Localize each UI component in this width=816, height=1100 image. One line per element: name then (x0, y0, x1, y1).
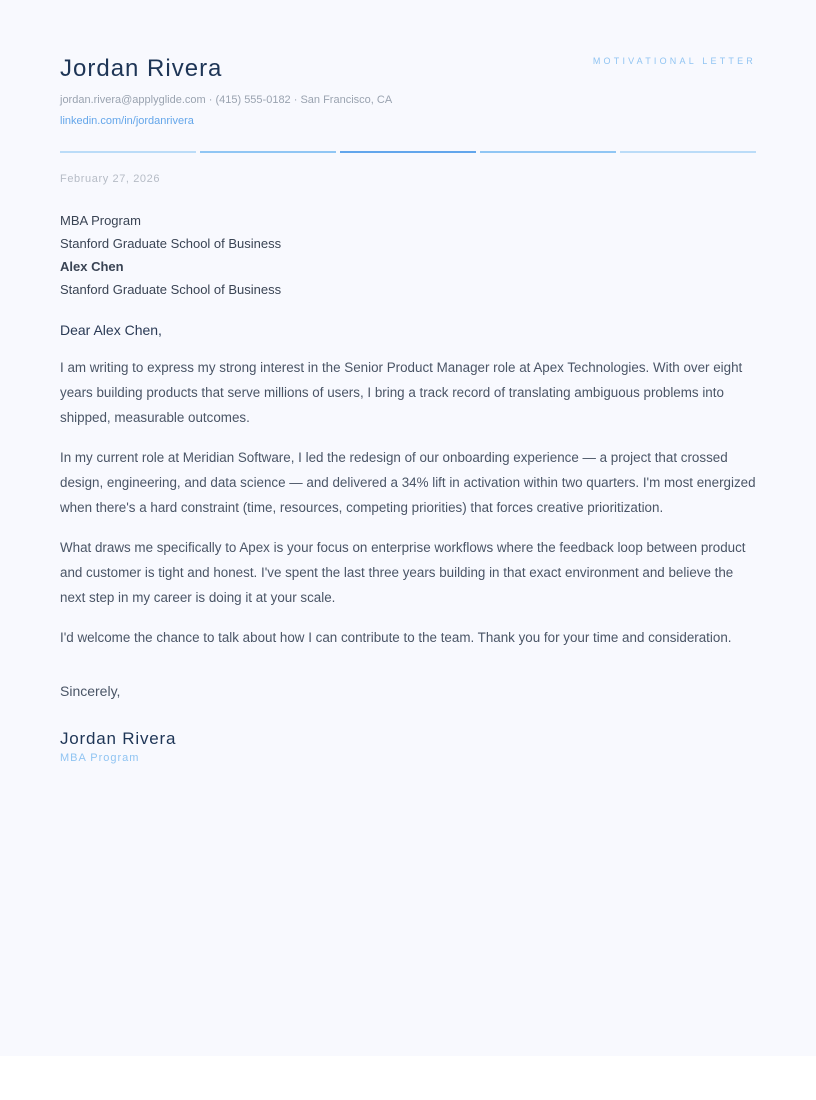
divider-segment (620, 151, 756, 153)
letter-body (60, 355, 760, 665)
closing: Sincerely, (60, 683, 121, 699)
recipient-line: MBA Program (60, 213, 141, 228)
body-paragraph: In my current role at Meridian Software, I led the redesign of our onboarding experience — a project that crossed design, engineering, and data science — and delivered a 34% lift in activation within two quarters. I'm most energized when there's a hard constraint (time, resources, competing priorities) that forces creative prioritization. (60, 450, 756, 515)
header-divider (60, 150, 756, 153)
divider-segment (340, 151, 476, 153)
divider-segment (480, 151, 616, 153)
signature-name: Jordan Rivera (60, 729, 177, 748)
letter-date: February 27, 2026 (60, 173, 161, 185)
body-paragraph: What draws me specifically to Apex is your focus on enterprise workflows where the feedback loop between product and customer is tight and honest. I've spent the last three years building in that exact environment and believe the next step in my career is doing it at your scale. (60, 540, 746, 605)
recipient-block (60, 209, 281, 301)
body-paragraph: I am writing to express my strong interest in the Senior Product Manager role at Apex Technologies. With over eight years building products that serve millions of users, I bring a track record of translating ambiguous problems into shipped, measurable outcomes. (60, 360, 743, 425)
contact-line: jordan.rivera@applyglide.com · (415) 555-0182 · San Francisco, CA (60, 94, 393, 106)
salutation: Dear Alex Chen, (60, 322, 162, 338)
recipient-line: Stanford Graduate School of Business (60, 282, 282, 297)
signature-title: MBA Program (60, 752, 140, 764)
applicant-name: Jordan Rivera (60, 55, 223, 82)
linkedin-link[interactable]: linkedin.com/in/jordanrivera (60, 115, 194, 127)
body-paragraph: I'd welcome the chance to talk about how I can contribute to the team. Thank you for your time and consideration. (60, 630, 732, 645)
document-type-label: MOTIVATIONAL LETTER (592, 56, 756, 66)
recipient-contact-name: Alex Chen (60, 259, 124, 274)
divider-segment (200, 151, 336, 153)
divider-segment (60, 151, 196, 153)
recipient-line: Stanford Graduate School of Business (60, 236, 282, 251)
